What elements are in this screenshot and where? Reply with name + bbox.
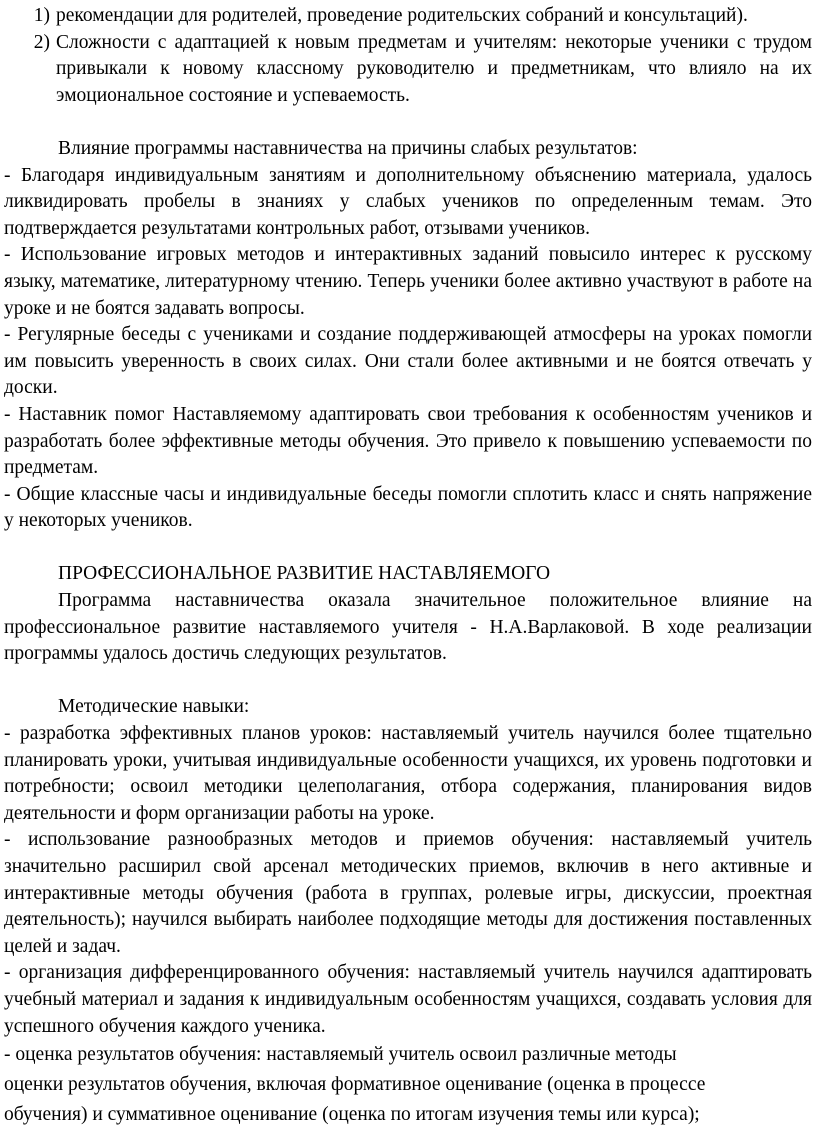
influence-paragraph: - Общие классные часы и индивидуальные беседы помогли сплотить класс и снять напряжение у некоторых учеников.: [4, 483, 812, 532]
influence-paragraph: - Благодаря индивидуальным занятиям и дополнительному объяснению материала, удалось ликвидировать пробелы в знаниях у слабых учеников по определенным темам. Это подтверждается результатами контрольных работ, отзывами учеников.: [4, 164, 812, 239]
methodical-paragraph: - организация дифференцированного обучения: наставляемый учитель научился адаптировать учебный материал и задания к индивидуальным особенностям учащихся, создавать условия для успешного обучения каждого ученика.: [4, 962, 812, 1037]
influence-paragraph: - Регулярные беседы с учениками и создание поддерживающей атмосферы на уроках помогли им повысить уверенность в своих силах. Они стали более активными и не боятся отвечать у доски.: [4, 324, 812, 399]
methodical-title: Методические навыки:: [58, 696, 250, 718]
list-item-text: рекомендации для родителей, проведение родительских собраний и консультаций).: [56, 5, 748, 26]
list-item-text: Сложности с адаптацией к новым предметам и учителям: некоторые ученики с трудом привыкали к новому классному руководителю и предметникам, что влияло на их эмоциональное состояние и успеваемость.: [56, 31, 812, 106]
methodical-paragraph: - использование разнообразных методов и приемов обучения: наставляемый учитель значительно расширил свой арсенал методических приемов, включив в него активные и интерактивные методы обучения (работа в группах, ролевые игры, дискуссии, проектная деятельность); научился выбирать наиболее подходящие методы для достижения поставленных целей и задач.: [4, 829, 812, 957]
list-item-number: 2): [33, 31, 50, 53]
list-item: [4, 30, 812, 110]
section-heading: ПРОФЕССИОНАЛЬНОЕ РАЗВИТИЕ НАСТАВЛЯЕМОГО: [58, 563, 551, 585]
methodical-paragraph: - разработка эффективных планов уроков: наставляемый учитель научился более тщательно планировать уроки, учитывая индивидуальные особенности учащихся, их уровень подготовки и потребности; освоил методики целеполагания, отбора содержания, планирования видов деятельности и форм организации работы на уроке.: [4, 723, 812, 824]
methodical-line: оценки результатов обучения, включая формативное оценивание (оценка в процессе: [4, 1074, 706, 1096]
spacer: [4, 668, 812, 695]
influence-paragraph: - Наставник помог Наставляемому адаптировать свои требования к особенностям учеников и разработать более эффективные методы обучения. Это привело к повышению успеваемости по предметам.: [4, 403, 812, 479]
list-item: [4, 3, 812, 30]
influence-title: Влияние программы наставничества на причины слабых результатов:: [58, 137, 638, 159]
methodical-line: обучения) и суммативное оценивание (оценка по итогам изучения темы или курса);: [4, 1104, 700, 1126]
professional-intro: Программа наставничества оказала значительное положительное влияние на профессиональное развитие наставляемого учителя - Н.А.Варлаковой. В ходе реализации программы удалось достичь следующих результатов.: [4, 590, 812, 665]
influence-paragraph: - Использование игровых методов и интерактивных заданий повысило интерес к русскому языку, математике, литературному чтению. Теперь ученики более активно участвуют в работе на уроке и не боятся задавать вопросы.: [4, 244, 812, 319]
spacer: [4, 109, 812, 136]
methodical-line: - оценка результатов обучения: наставляемый учитель освоил различные методы: [4, 1044, 677, 1066]
list-item-number: 1): [33, 5, 50, 26]
spacer: [4, 535, 812, 562]
numbered-list: [4, 3, 812, 109]
